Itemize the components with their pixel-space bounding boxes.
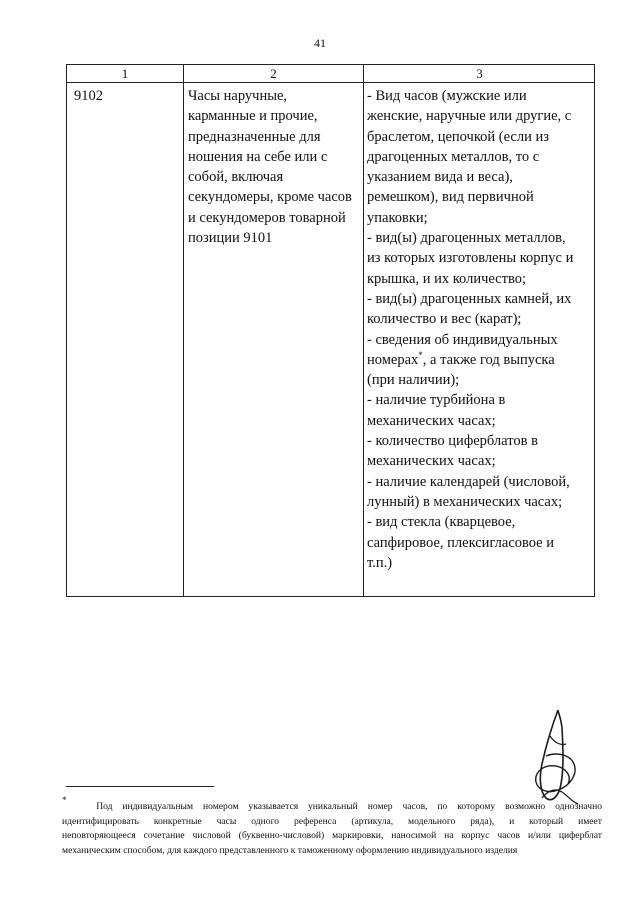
required-attributes-cell	[367, 86, 593, 573]
attribute-line: драгоценных металлов, то с	[367, 148, 540, 165]
attribute-line: - наличие турбийона в	[367, 392, 506, 409]
column-divider	[183, 65, 184, 596]
footnote-marker: *	[62, 795, 67, 805]
attribute-line: механических часах;	[367, 453, 496, 470]
handwritten-signature	[512, 706, 592, 806]
attribute-line: из которых изготовлены корпус и	[367, 250, 574, 267]
attribute-line: браслетом, цепочкой (если из	[367, 128, 549, 145]
attribute-text: номерах	[367, 351, 419, 368]
description-line: собой, включая	[188, 169, 284, 186]
goods-description-cell	[188, 86, 360, 248]
footnote-marker: *	[418, 349, 423, 360]
footnote-line: механическим способом, для каждого представленного к таможенному оформлению индивидуального изделия	[62, 844, 518, 856]
attribute-text: , а также год выпуска	[422, 351, 555, 368]
attribute-line: крышка, и их количество;	[367, 270, 526, 287]
attribute-line: сапфировое, плексигласовое и	[367, 534, 555, 551]
attribute-line: - вид(ы) драгоценных камней, их	[367, 290, 572, 307]
attribute-line: - вид стекла (кварцевое,	[367, 514, 516, 531]
description-line: предназначенные для	[188, 128, 321, 145]
description-line: и секундомеров товарной	[188, 209, 346, 226]
column-header-2: 2	[270, 66, 277, 81]
attribute-line: указанием вида и веса),	[367, 169, 513, 186]
attribute-line: ремешком), вид первичной	[367, 189, 534, 206]
footnote-line: идентифицировать конкретные часы одного референса (артикула, модельного ряда), и который имеет	[62, 815, 602, 827]
attribute-line: упаковки;	[367, 209, 428, 226]
column-header-1: 1	[121, 66, 129, 81]
footnote-separator	[66, 786, 214, 787]
column-header-3: 3	[476, 66, 483, 81]
header-divider	[67, 82, 594, 83]
tariff-table	[66, 64, 595, 597]
attribute-line: (при наличии);	[367, 372, 460, 389]
footnote-line	[62, 795, 602, 815]
attribute-line: - Вид часов (мужские или	[367, 88, 527, 104]
attribute-line: количество и вес (карат);	[367, 311, 522, 328]
footnote	[62, 795, 602, 858]
footnote-text: Под индивидуальным номером указывается уникальный номер часов, по которому возможно однозначно	[96, 801, 602, 812]
footnote-line: неповторяющееся сочетание числовой (буквенно-числовой) маркировки, наносимой на корпус часов и/или циферблат	[62, 830, 602, 841]
page-number: 41	[314, 36, 326, 50]
attribute-line: лунный) в механических часах;	[367, 493, 563, 510]
attribute-line: - сведения об индивидуальных	[367, 331, 558, 348]
description-line: секундомеры, кроме часов	[188, 189, 352, 206]
description-line: ношения на себе или с	[188, 148, 328, 165]
description-line: Часы наручные,	[188, 88, 288, 104]
attribute-line: - наличие календарей (числовой,	[367, 473, 570, 490]
attribute-line: женские, наручные или другие, с	[367, 108, 572, 125]
tnved-code-cell: 9102	[74, 88, 103, 104]
attribute-line-with-footnote	[367, 350, 593, 370]
attribute-line: - вид(ы) драгоценных металлов,	[367, 230, 566, 247]
description-line: карманные и прочие,	[188, 108, 318, 125]
attribute-line: - количество циферблатов в	[367, 433, 538, 450]
description-line: позиции 9101	[188, 230, 273, 247]
attribute-line: т.п.)	[367, 554, 393, 571]
attribute-line: механических часах;	[367, 412, 496, 429]
column-divider	[363, 65, 364, 596]
